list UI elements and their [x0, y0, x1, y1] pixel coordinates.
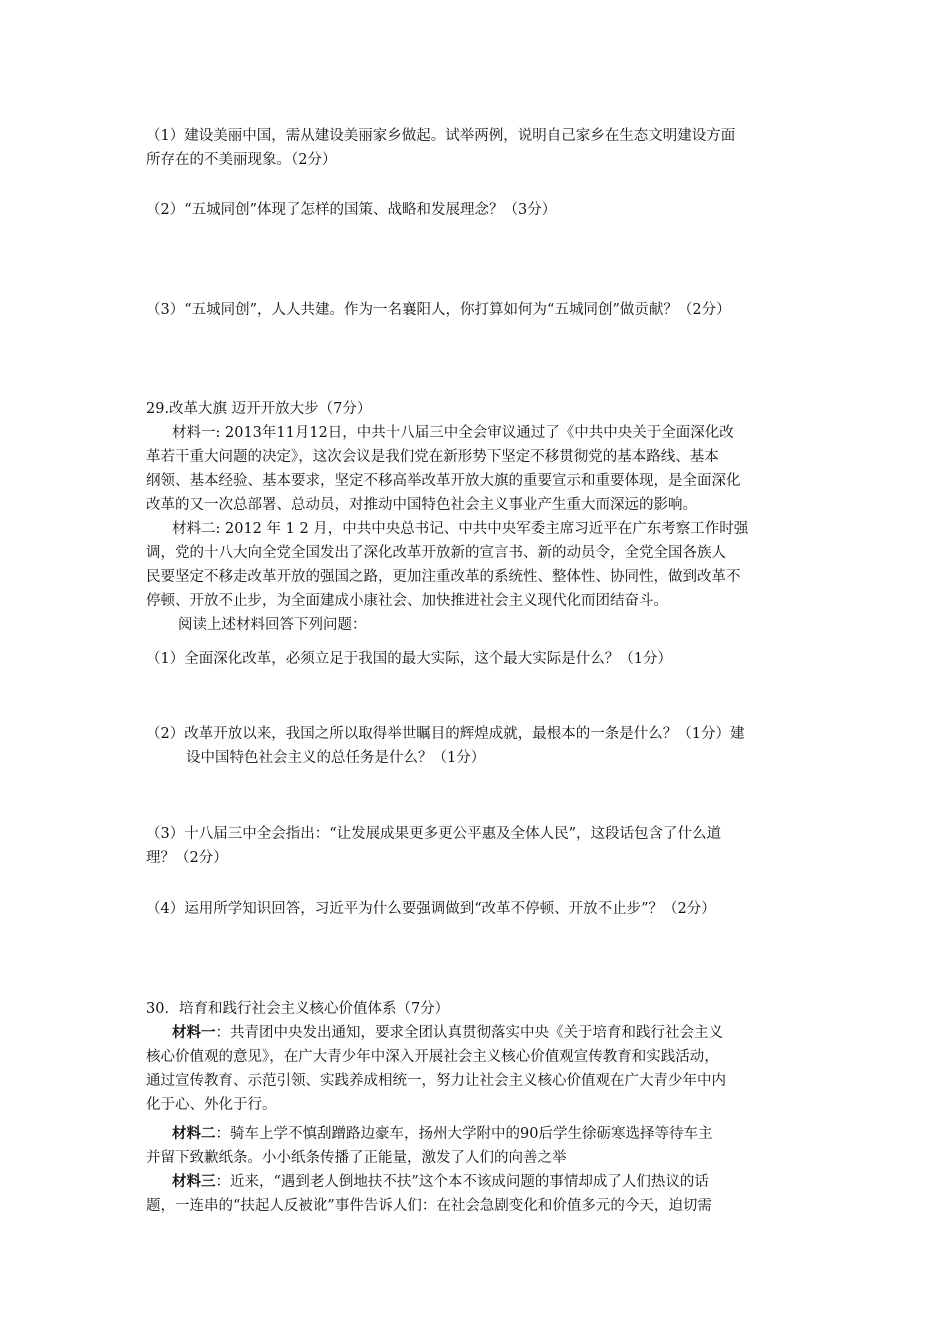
q29-sub3-line1: （3）十八届三中全会指出：“让发展成果更多更公平惠及全体人民”，这段话包含了什么道 [146, 826, 722, 842]
q29-material1-line: 改革的又一次总部署、总动员，对推动中国特色社会主义事业产生重大而深远的影响。 [146, 497, 697, 513]
q28-sub3: （3）“五城同创”，人人共建。作为一名襄阳人，你打算如何为“五城同创”做贡献？（2分） [146, 302, 731, 318]
q29-material2-line: 调，党的十八大向全党全国发出了深化改革开放新的宣言书、新的动员令，全党全国各族人 [146, 545, 726, 561]
q29-material2-line: 民要坚定不移走改革开放的强国之路，更加注重改革的系统性、整体性、协同性，做到改革不 [146, 569, 741, 585]
q30-material2-label: 材料二 [172, 1125, 216, 1142]
q28-sub1-line2: 所存在的不美丽现象。（2分） [146, 152, 337, 168]
q29-instruction: 阅读上述材料回答下列问题： [178, 617, 367, 633]
q28-sub2: （2）“五城同创”体现了怎样的国策、战略和发展理念？（3分） [146, 202, 557, 218]
q30-material1-line: 通过宣传教育、示范引领、实践养成相统一，努力让社会主义核心价值观在广大青少年中内 [146, 1073, 726, 1089]
q29-material1-line: 纲领、基本经验、基本要求，坚定不移高举改革开放大旗的重要宣示和重要体现，是全面深化 [146, 473, 741, 489]
q29-title: 29.改革大旗 迈开开放大步（7分） [146, 401, 372, 417]
q28-sub1-line1: （1）建设美丽中国，需从建设美丽家乡做起。试举两例，说明自己家乡在生态文明建设方面 [146, 128, 736, 144]
q30-material2-text: ：骑车上学不慎刮蹭路边豪车，扬州大学附中的90后学生徐砺寒选择等待车主 [215, 1126, 713, 1142]
q30-material1-line: 化于心、外化于行。 [146, 1097, 277, 1113]
q30-material2-line: 并留下致歉纸条。小小纸条传播了正能量，激发了人们的向善之举 [146, 1150, 567, 1166]
q30-material3-label: 材料三 [172, 1173, 216, 1190]
q30-material3-line1 [172, 1170, 810, 1194]
q30-material3-text: ：近来，“遇到老人倒地扶不扶”这个本不该成问题的事情却成了人们热议的话 [215, 1174, 709, 1190]
q30-material2-line1 [172, 1122, 810, 1146]
q30-title: 30．培育和践行社会主义核心价值体系（7分） [146, 1001, 450, 1017]
q29-sub2-line2: 设中国特色社会主义的总任务是什么？（1分） [186, 750, 486, 766]
q29-sub1: （1）全面深化改革，必须立足于我国的最大实际，这个最大实际是什么？（1分） [146, 651, 672, 667]
q30-material1-line: 核心价值观的意见》，在广大青少年中深入开展社会主义核心价值观宣传教育和实践活动， [146, 1049, 719, 1065]
q29-sub4: （4）运用所学知识回答，习近平为什么要强调做到“改革不停顿、开放不止步”？（2分） [146, 901, 716, 917]
q30-material1-line1 [172, 1021, 810, 1045]
q29-material2-line: 材料二: 2012 年 1 2 月，中共中央总书记、中共中央军委主席习近平在广东考察工作时强 [172, 521, 749, 537]
q30-material1-label: 材料一 [172, 1024, 216, 1041]
q29-material1-line: 材料一: 2013年11月12日，中共十八届三中全会审议通过了《中共中央关于全面深化改 [172, 425, 734, 441]
q29-material2-line: 停顿、开放不止步，为全面建成小康社会、加快推进社会主义现代化而团结奋斗。 [146, 593, 668, 609]
q29-material1-line: 革若干重大问题的决定》，这次会议是我们党在新形势下坚定不移贯彻党的基本路线、基本 [146, 449, 719, 465]
q29-sub3-line2: 理？（2分） [146, 850, 228, 866]
q30-material3-line: 题，一连串的“扶起人反被讹”事件告诉人们：在社会急剧变化和价值多元的今天，迫切需 [146, 1198, 712, 1214]
q30-material1-text: ：共青团中央发出通知，要求全团认真贯彻落实中央《关于培育和践行社会主义 [215, 1025, 723, 1041]
q29-sub2-line1: （2）改革开放以来，我国之所以取得举世瞩目的辉煌成就，最根本的一条是什么？（1分）建 [146, 726, 745, 742]
